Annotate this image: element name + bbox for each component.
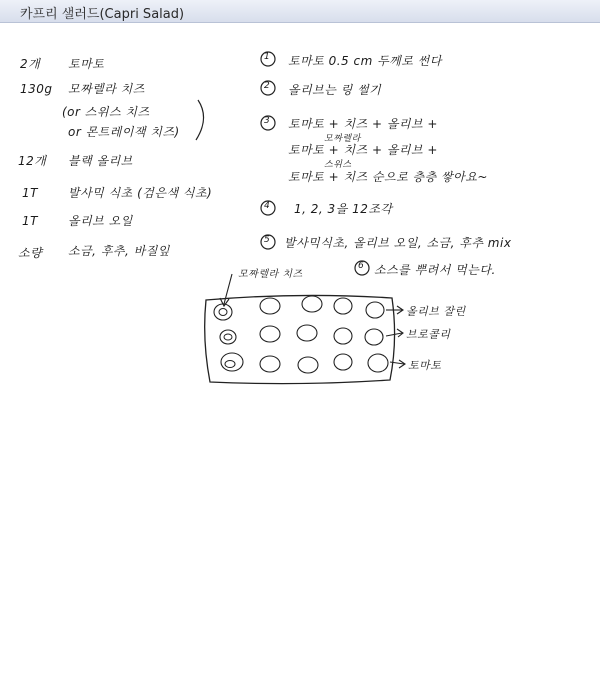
ingredient-qty: 1T [22, 186, 38, 200]
ingredient-name: 모짜렐라 치즈 [68, 82, 145, 96]
diagram-label-row2: 브로콜리 [406, 328, 451, 341]
step-text: 올리브는 링 썰기 [288, 83, 382, 97]
step-number: 4 [264, 201, 271, 211]
step-text: 토마토 + 치즈 순으로 층층 쌓아요~ [288, 170, 488, 184]
step-number: 5 [264, 235, 271, 245]
ingredient-qty: 12개 [18, 154, 47, 168]
bracket-mark [196, 100, 204, 140]
diagram-label-row1: 올리브 잘린 [406, 305, 466, 318]
step-note: 스위스 [324, 160, 352, 170]
step-number: 2 [264, 81, 271, 91]
step-number: 1 [264, 52, 271, 62]
step-number: 6 [358, 261, 365, 271]
ingredient-name: 발사믹 식초 (검은색 식초) [68, 186, 213, 200]
ingredient-name: 올리브 오일 [68, 214, 133, 228]
ingredient-name: (or 스위스 치즈 [62, 105, 150, 119]
row-tomato [221, 353, 388, 373]
diagram-label-row3: 토마토 [408, 359, 442, 372]
row-broccoli [220, 325, 383, 345]
step-text: 발사믹식초, 올리브 오일, 소금, 후추 mix [284, 236, 512, 250]
ingredient-name: 블랙 올리브 [68, 154, 133, 168]
ingredient-qty: 2개 [20, 57, 41, 71]
ingredient-qty: 소량 [18, 246, 43, 260]
step-number: 3 [264, 116, 271, 126]
step-text: 토마토 0.5 cm 두께로 썬다 [288, 54, 442, 68]
ingredient-qty: 130g [20, 82, 53, 96]
step-text: 토마토 + 치즈 + 올리브 + [288, 117, 438, 131]
step-note: 모짜렐라 [324, 134, 361, 144]
ingredient-name: or 몬트레이잭 치즈) [68, 125, 180, 139]
step-text: 소스를 뿌려서 먹는다. [374, 263, 496, 277]
diagram-label-cheese: 모짜렐라 치즈 [238, 269, 303, 280]
ingredient-qty: 1T [22, 214, 38, 228]
step-text: 1, 2, 3을 12조각 [294, 202, 393, 216]
ingredient-name: 토마토 [68, 57, 105, 71]
page-title: 카프리 샐러드(Capri Salad) [20, 7, 185, 22]
ingredient-name: 소금, 후추, 바질잎 [68, 244, 170, 258]
row-olive [214, 296, 384, 320]
step-text: 토마토 + 치즈 + 올리브 + [288, 143, 438, 157]
